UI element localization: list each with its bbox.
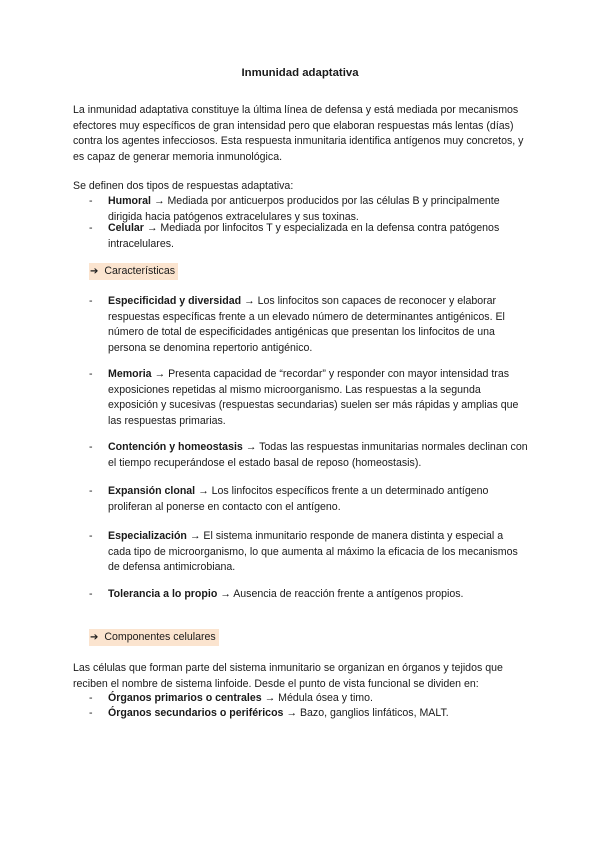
list-item-organos-secundarios <box>89 706 529 722</box>
term-label: Expansión clonal <box>108 485 196 497</box>
list-dash: - <box>89 368 93 380</box>
term-description: → Todas las respuestas inmunitarias normales declinan con el tiempo recuperándose el estado basal de reposo (homeostasis). <box>108 441 528 469</box>
term-label: Memoria <box>108 368 152 380</box>
term-label: Celular <box>108 222 144 234</box>
term-label: Especialización <box>108 530 187 542</box>
term-description: → Bazo, ganglios linfáticos, MALT. <box>286 707 449 719</box>
list-item-memoria <box>89 367 529 429</box>
section-heading-components <box>89 629 219 646</box>
list-dash: - <box>89 707 93 719</box>
term-description: → Los linfocitos son capaces de reconocer y elaborar respuestas específicas frente a un elevado número de determinantes antigénicos. El número de total de especificidades antigénicas que presentan los linfocitos de una persona se denomina repertorio antigénico. <box>108 295 505 354</box>
arrow-right-icon: ➔ <box>90 632 99 643</box>
components-intro: Las células que forman parte del sistema inmunitario se organizan en órganos y tejidos que reciben el nombre de sistema linfoide. Desde el punto de vista funcional se dividen en: <box>73 662 503 690</box>
term-label: Humoral <box>108 195 151 207</box>
section-label: Componentes celulares <box>104 631 216 643</box>
term-description: → Mediada por linfocitos T y especializada en la defensa contra patógenos intracelulares. <box>108 222 500 250</box>
term-description: → El sistema inmunitario responde de manera distinta y especial a cada tipo de microorganismo, lo que aumenta al máximo la eficacia de los mecanismos de defensa antimicrobiana. <box>108 530 518 574</box>
list-dash: - <box>89 530 93 542</box>
term-label: Órganos secundarios o periféricos <box>108 707 284 719</box>
types-intro: Se definen dos tipos de respuestas adaptativa: <box>73 180 294 192</box>
list-item-expansion <box>89 484 529 515</box>
list-dash: - <box>89 485 93 497</box>
list-item-tolerancia <box>89 587 529 603</box>
term-label: Contención y homeostasis <box>108 441 243 453</box>
intro-paragraph: La inmunidad adaptativa constituye la última línea de defensa y está mediada por mecanismos efectores muy específicos de gran intensidad pero que elaboran respuestas más lentas (días) contra los agentes infecciosos. Esta respuesta inmunitaria identifica antígenos muy concretos, y es capaz de generar memoria inmunológica. <box>73 104 524 163</box>
term-description: → Médula ósea y timo. <box>264 692 373 704</box>
list-item-organos-primarios <box>89 691 529 707</box>
term-label: Órganos primarios o centrales <box>108 692 262 704</box>
list-item-celular <box>89 221 529 252</box>
list-item-contencion <box>89 440 529 471</box>
list-item-especializacion <box>89 529 529 576</box>
term-description: → Ausencia de reacción frente a antígenos propios. <box>220 588 464 600</box>
term-label: Especificidad y diversidad <box>108 295 242 307</box>
section-heading-characteristics <box>89 263 178 280</box>
list-dash: - <box>89 195 93 207</box>
section-label: Características <box>104 265 176 277</box>
term-description: → Presenta capacidad de “recordar” y responder con mayor intensidad tras exposiciones repetidas al mismo microorganismo. Las respuestas a la segunda exposición y sucesivas (respuestas secundarias) suelen ser más rápidas y amplias que las respuestas primarias. <box>108 368 519 427</box>
list-dash: - <box>89 295 93 307</box>
term-label: Tolerancia a lo propio <box>108 588 218 600</box>
list-dash: - <box>89 441 93 453</box>
list-dash: - <box>89 588 93 600</box>
list-dash: - <box>89 692 93 704</box>
list-item-especificidad <box>89 294 529 356</box>
list-dash: - <box>89 222 93 234</box>
term-description: → Mediada por anticuerpos producidos por las células B y principalmente dirigida hacia patógenos extracelulares y sus toxinas. <box>108 195 500 223</box>
page-title: Inmunidad adaptativa <box>241 67 359 79</box>
term-description: → Los linfocitos específicos frente a un determinado antígeno proliferan al ponerse en contacto con el antígeno. <box>108 485 489 513</box>
arrow-right-icon: ➔ <box>90 266 99 277</box>
